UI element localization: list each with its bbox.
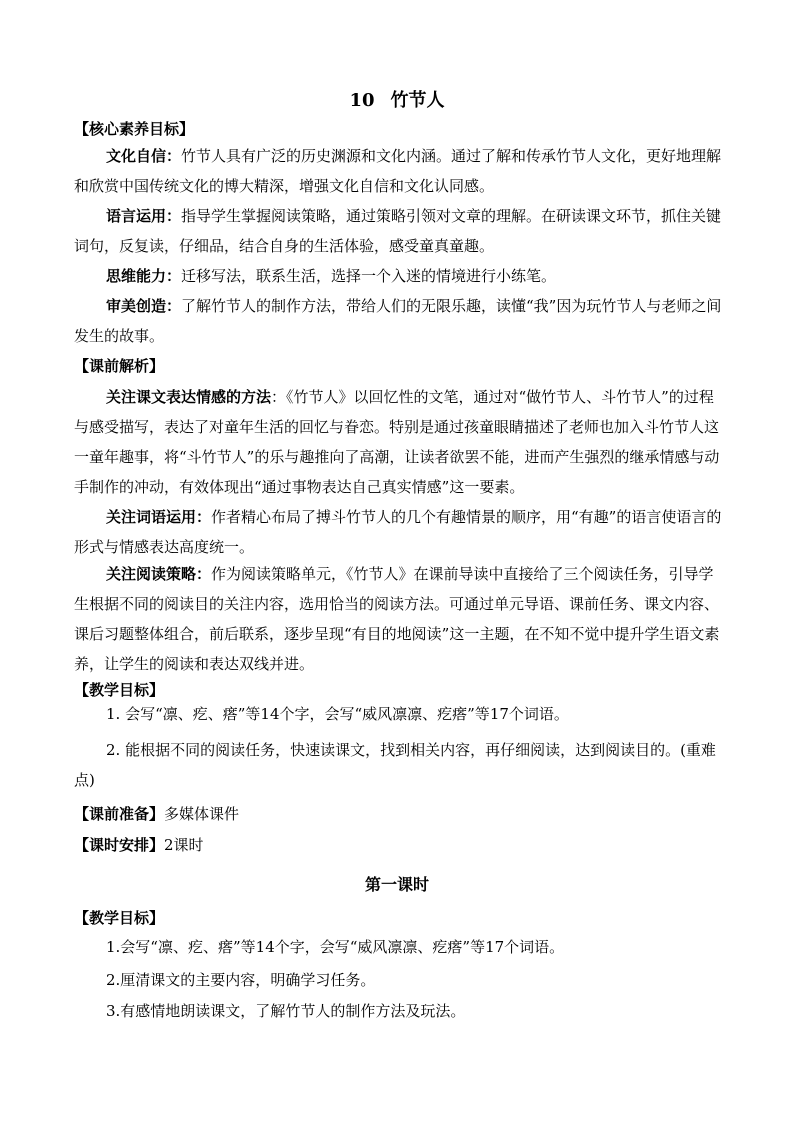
analysis-word-usage: 关注词语运用：作者精心布局了搏斗竹节人的几个有趣情景的顺序，用“有趣”的语言使语言的形式与情感表达高度统一。 [74, 508, 722, 556]
teaching-goals-heading: 【教学目标】 [74, 681, 165, 699]
analysis-emotion-method: 关注课文表达情感的方法：《竹节人》以回忆性的文笔，通过对“做竹节人、斗竹节人”的过程与感受描写，表达了对童年生活的回忆与眷恋。特别是通过孩童眼睛描述了老师也加入斗竹节人这一童年趣事，将“斗竹节人”的乐与趣推向了高潮，让读者欲罢不能，进而产生强烈的继承情感与动手制作的冲动，有效体现出“通过事物表达自己真实情感”这一要素。 [74, 388, 720, 496]
lesson1-goal-2: 2.厘清课文的主要内容，明确学习任务。 [106, 971, 376, 989]
lesson1-goal-3: 3.有感情地朗读课文，了解竹节人的制作方法及玩法。 [106, 1002, 466, 1020]
lesson-number: 10 [349, 90, 375, 111]
goal-thinking: 思维能力：迁移写法，联系生活，选择一个入迷的情境进行小练笔。 [106, 267, 557, 285]
goal-cultural-confidence: 文化自信：竹节人具有广泛的历史渊源和文化内涵。通过了解和传承竹节人文化，更好地理解和欣赏中国传统文化的博大精深，增强文化自信和文化认同感。 [74, 147, 722, 195]
core-goals-heading: 【核心素养目标】 [74, 120, 195, 138]
lesson1-goal-1: 1.会写“凛、疙、瘩”等14个字，会写“威风凛凛、疙瘩”等17个词语。 [106, 938, 565, 956]
page-title [0, 86, 794, 112]
lesson1-title: 第一课时 [364, 875, 429, 894]
goal-aesthetic: 审美创造：了解竹节人的制作方法，带给人们的无限乐趣，读懂“我”因为玩竹节人与老师之间发生的故事。 [74, 297, 722, 345]
pre-analysis-heading: 【课前解析】 [74, 357, 165, 375]
preparation: 【课前准备】多媒体课件 [74, 805, 240, 823]
lesson1-goals-heading: 【教学目标】 [74, 909, 165, 927]
lesson-title: 竹节人 [390, 90, 445, 111]
analysis-reading-strategy: 关注阅读策略：作为阅读策略单元，《竹节人》在课前导读中直接给了三个阅读任务，引导学生根据不同的阅读目的关注内容，选用恰当的阅读方法。可通过单元导语、课前任务、课文内容、课后习题整体组合，前后联系，逐步呈现“有目的地阅读”这一主题，在不知不觉中提升学生语文素养，让学生的阅读和表达双线并进。 [74, 565, 720, 673]
teaching-goal-2: 2. 能根据不同的阅读任务，快速读课文，找到相关内容，再仔细阅读，达到阅读目的。(重难点) [74, 741, 716, 789]
schedule: 【课时安排】2课时 [74, 836, 204, 854]
goal-language-use: 语言运用：指导学生掌握阅读策略，通过策略引领对文章的理解。在研读课文环节，抓住关键词句，反复读，仔细品，结合自身的生活体验，感受童真童趣。 [74, 207, 722, 255]
teaching-goal-1: 1. 会写“凛、疙、瘩”等14个字，会写“威风凛凛、疙瘩”等17个词语。 [106, 705, 569, 723]
